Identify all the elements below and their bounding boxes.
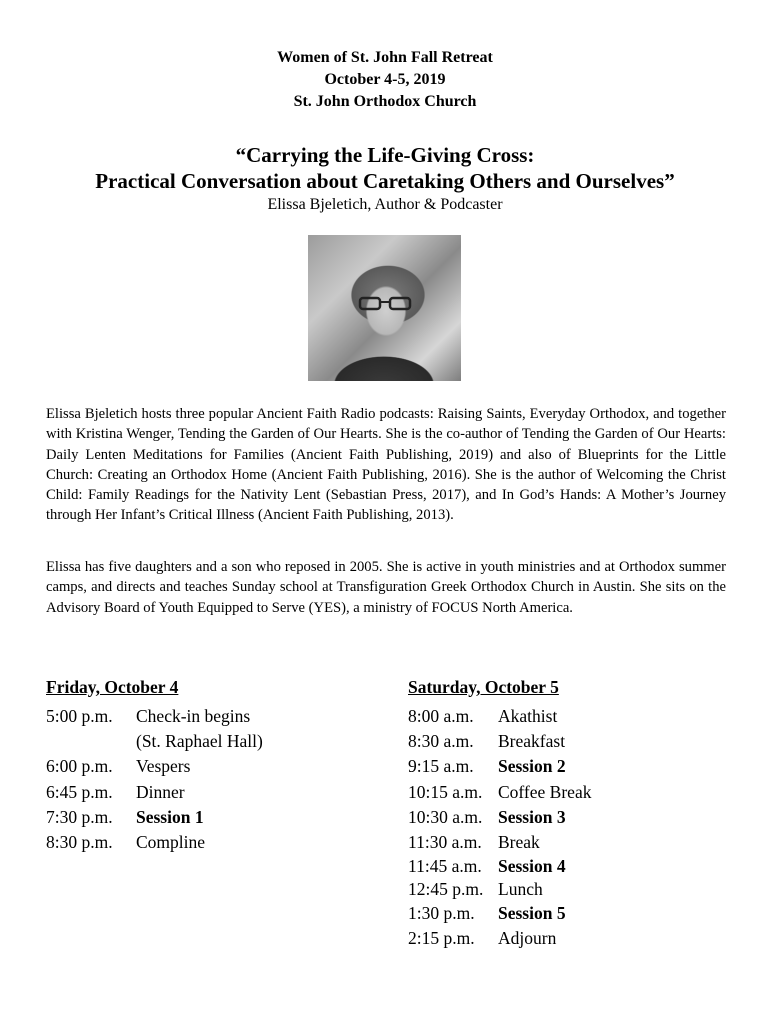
schedule-row: [408, 704, 738, 729]
schedule-time: 6:45 p.m.: [46, 781, 113, 802]
schedule-row: [46, 754, 376, 779]
talk-title-line-2: Practical Conversation about Caretaking Others and Ourselves”: [95, 169, 675, 193]
talk-title-block: [0, 142, 770, 216]
schedule-event: Adjourn: [498, 928, 557, 949]
speaker-credit: Elissa Bjeletich, Author & Podcaster: [267, 196, 503, 213]
schedule-time: 8:30 p.m.: [46, 832, 113, 853]
schedule-row: [46, 780, 376, 805]
schedule-event: Coffee Break: [498, 781, 592, 802]
schedule-row: [408, 754, 738, 779]
schedule-event: Akathist: [498, 706, 558, 726]
event-location: St. John Orthodox Church: [293, 93, 477, 110]
schedule-event: Break: [498, 832, 540, 853]
schedule-event: Session 2: [498, 756, 566, 777]
talk-title-line-1: “Carrying the Life-Giving Cross:: [235, 143, 535, 167]
schedule-time: 9:15 a.m.: [408, 756, 474, 777]
schedule-event: Vespers: [136, 756, 191, 777]
schedule-event: Session 1: [136, 806, 204, 827]
schedule-event: Session 4: [498, 856, 566, 877]
schedule-row: [408, 878, 738, 901]
schedule-time: 1:30 p.m.: [408, 903, 475, 924]
speaker-photo: [308, 235, 461, 381]
friday-schedule: [46, 676, 376, 855]
saturday-heading: Saturday, October 5: [408, 677, 559, 697]
schedule-time: 10:15 a.m.: [408, 781, 483, 802]
schedule-time: 7:30 p.m.: [46, 806, 113, 827]
schedule-time: 6:00 p.m.: [46, 756, 113, 777]
schedule-row: [46, 830, 376, 855]
event-title: Women of St. John Fall Retreat: [277, 49, 493, 66]
event-dates: October 4-5, 2019: [324, 71, 446, 88]
schedule-event: Compline: [136, 832, 206, 853]
glasses-graphic: [356, 295, 416, 311]
schedule-row: [408, 926, 738, 951]
schedule-time: 12:45 p.m.: [408, 879, 484, 900]
schedule-event: Dinner: [136, 781, 185, 802]
schedule-row: [408, 830, 738, 855]
schedule-event: Check-in begins: [136, 706, 251, 726]
schedule-time: 2:15 p.m.: [408, 928, 475, 949]
schedule-time: 8:30 a.m.: [408, 731, 474, 752]
schedule-row: [46, 729, 376, 754]
schedule-event: Breakfast: [498, 731, 566, 752]
schedule-row: [408, 729, 738, 754]
schedule-time: 11:45 a.m.: [408, 856, 482, 877]
schedule-time: 10:30 a.m.: [408, 806, 483, 827]
schedule-row: [408, 855, 738, 878]
schedule-row: [46, 805, 376, 830]
schedule-event: (St. Raphael Hall): [136, 731, 263, 752]
schedule-time: 11:30 a.m.: [408, 832, 482, 853]
schedule-time: 5:00 p.m.: [46, 706, 113, 726]
schedule-event: Session 3: [498, 806, 566, 827]
saturday-schedule: [408, 676, 738, 952]
bio-paragraph-1: Elissa Bjeletich hosts three popular Ancient Faith Radio podcasts: Raising Saints, Everyday Orthodox, and together with Kristina Wenger, Tending the Garden of Our Hearts. She is the co-author of Tending the Garden of Our Hearts: Daily Lenten Meditations for Families (Ancient Faith Publishing, 2019) and also of Blueprints for the Little Church: Creating an Orthodox Home (Ancient Faith Publishing, 2016). She is the author of Welcoming the Christ Child: Family Readings for the Nativity Lent (Sebastian Press, 2017), and In God’s Hands: A Mother’s Journey through Her Infant’s Critical Illness (Ancient Faith Publishing, 2013).: [46, 406, 726, 524]
schedule-event: Lunch: [498, 879, 543, 900]
bio-paragraph-2: Elissa has five daughters and a son who reposed in 2005. She is active in youth ministries and at Orthodox summer camps, and directs and teaches Sunday school at Transfiguration Greek Orthodox Church in Austin. She sits on the Advisory Board of Youth Equipped to Serve (YES), a ministry of FOCUS North America.: [46, 559, 726, 616]
schedule-row: [408, 780, 738, 805]
schedule-row: [408, 805, 738, 830]
event-header: [0, 47, 770, 113]
friday-heading: Friday, October 4: [46, 677, 179, 697]
schedule-time: 8:00 a.m.: [408, 706, 474, 726]
schedule-row: [46, 704, 376, 729]
schedule-time: [46, 729, 136, 754]
schedule-row: [408, 901, 738, 926]
schedule-event: Session 5: [498, 903, 566, 924]
